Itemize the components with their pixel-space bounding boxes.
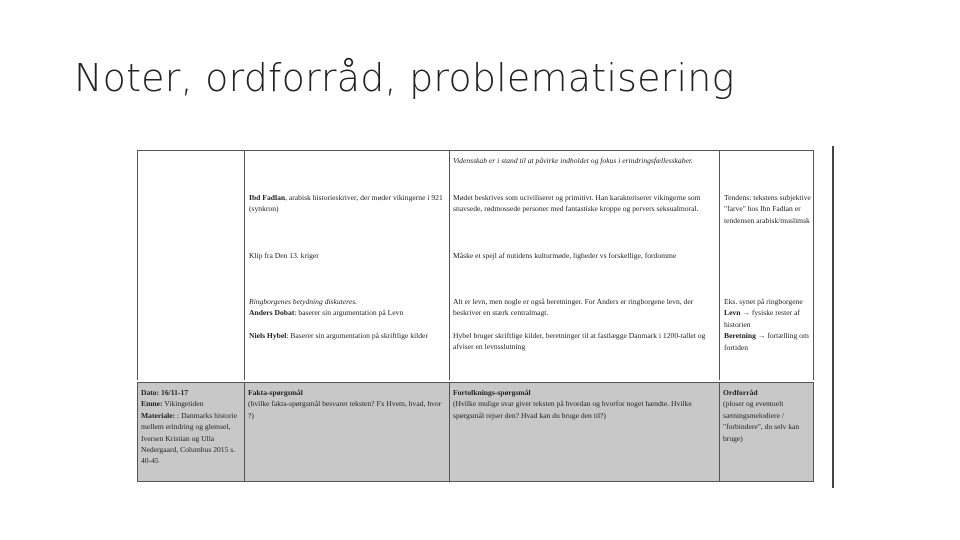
table-cell-analysis-row1: Mødet beskrives som uciviliseret og primitivt. Han karakteriserer vikingerne som snavsede, rødmossede personer med fantastiske kroppe og pervers seksualmoral. xyxy=(453,193,701,214)
table-cell-analysis-row3: Alt er levn, men nogle er også beretninger. For Anders er ringborgene levn, der beskriver en stærk centralmagt. xyxy=(453,297,694,318)
table-top-border xyxy=(137,150,814,151)
vocabulary-title: Ordforråd xyxy=(723,388,758,397)
header-cell-interpretation xyxy=(450,383,720,481)
table-cell-col3-header: Vidensskab er i stand til at påvirke indholdet og fokus i erindringsfællesskaber. xyxy=(453,156,693,165)
table-column-2 xyxy=(245,150,450,380)
table-cell-analysis-row4: Hybel bruger skriftlige kilder, beretninger til at fastlægge Danmark i 1200-tallet og afviser en levnsslutning xyxy=(453,331,706,352)
table-cell-source-row3 xyxy=(249,296,444,319)
table-column-1 xyxy=(137,150,245,380)
note-line: Eks. synet på ringborgene xyxy=(724,297,803,306)
interpretation-title: Fortolknings-spørgsmål xyxy=(453,388,531,397)
note-term: Levn xyxy=(724,308,741,318)
source-name: Niels Hybel xyxy=(249,331,287,340)
interpretation-text: (Hvilke mulige svar giver teksten på hvordan og hvorfor noget hændte. Hvilke spørgsmål rejser den? Hvad kan du bruge den til?) xyxy=(453,399,692,420)
slide-title: Noter, ordforråd, problematisering xyxy=(74,56,735,100)
material-label: Materiale: xyxy=(141,410,176,420)
source-text: : baserer sin argumentation på Levn xyxy=(294,308,404,318)
table-cell-note-row1: Tendens: tekstens subjektive "farve" hos Ibn Fadlan er tendensen arabisk/muslimsk xyxy=(724,193,811,225)
table-cell-analysis-row2: Måske et spejl af nutidens kulturmøde, ligheder vs forskellige, fordomme xyxy=(453,251,677,260)
vocabulary-text: (ploser og eventuelt sætningsmelodiere / "forbindere", du selv kan bruge) xyxy=(723,399,800,443)
theme-value: Vikingetiden xyxy=(162,399,204,409)
source-text: , arabisk historieskriver, der møder vikingerne i 921 (synkron) xyxy=(249,193,443,214)
source-name: Ibd Fadlan xyxy=(249,193,286,202)
header-cell-facts xyxy=(245,383,450,481)
source-text: : Baserer sin argumentation på skriftlige kilder xyxy=(286,331,428,340)
source-name: Anders Dobat xyxy=(249,308,295,318)
note-term: Beretning xyxy=(724,331,756,341)
header-cell-meta xyxy=(138,383,245,481)
table-cell-source-row2: Klip fra Den 13. kriger xyxy=(249,251,319,260)
table-header-row xyxy=(137,382,814,482)
facts-title: Fakta-spørgsmål xyxy=(248,388,303,397)
facts-text: (hvilke fakta-spørgsmål besvarer teksten? Fx Hvem, hvad, hvor ?) xyxy=(248,399,442,420)
note-text: → fortælling om fortiden xyxy=(724,331,809,352)
header-cell-vocabulary xyxy=(720,383,813,481)
date-label: Dato: 16/11-17 xyxy=(141,388,189,397)
table-cell-note-row3 xyxy=(724,296,812,353)
material-value: : Danmarks historie mellem erindring og glemsel, Iversen Kristian og Ulla Nedergaard, Columbus 2015 s. 40-45 xyxy=(141,410,237,466)
table-cell-source-row4 xyxy=(249,330,444,341)
table-cell-source-row1 xyxy=(249,192,444,215)
theme-label: Emne: xyxy=(141,399,163,409)
source-italic: Ringborgenes betydning diskuteres. xyxy=(249,297,358,306)
scanned-note-table xyxy=(137,150,834,485)
note-text: → fysiske rester af historien xyxy=(724,308,800,329)
